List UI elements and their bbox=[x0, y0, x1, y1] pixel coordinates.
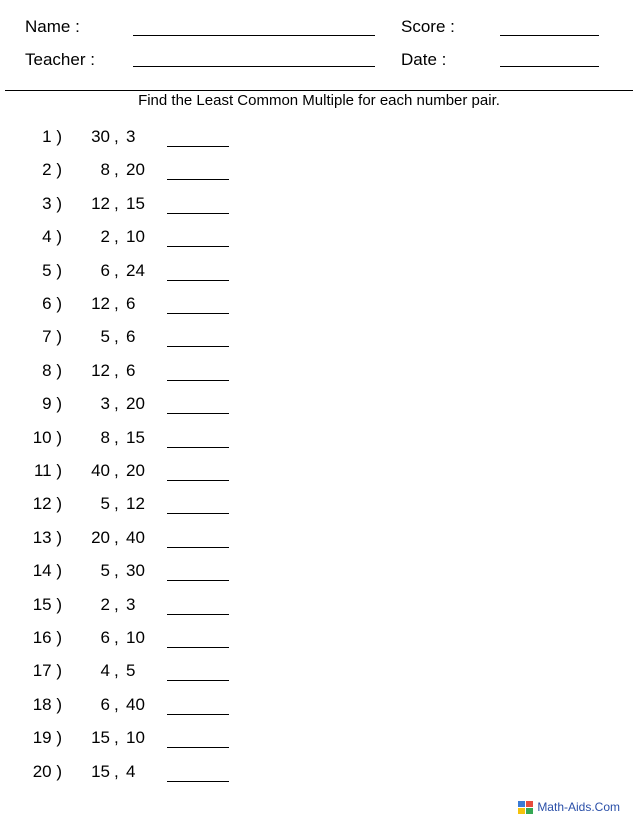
second-number: 20 bbox=[126, 160, 145, 180]
teacher-field[interactable] bbox=[133, 66, 375, 67]
answer-blank[interactable] bbox=[167, 714, 229, 715]
problem-number: 19 ) bbox=[32, 728, 62, 748]
answer-blank[interactable] bbox=[167, 614, 229, 615]
problem-row bbox=[0, 595, 638, 617]
first-number: 12 bbox=[91, 294, 110, 313]
problem-number: 16 ) bbox=[32, 628, 62, 647]
second-number: 24 bbox=[126, 260, 145, 280]
answer-blank[interactable] bbox=[167, 213, 229, 214]
problem-number: 17 ) bbox=[32, 661, 62, 681]
problem-number: 7 ) bbox=[42, 327, 62, 347]
comma-separator: , bbox=[114, 494, 119, 514]
name-label: Name : bbox=[25, 17, 80, 36]
first-number: 12 bbox=[91, 360, 110, 380]
second-number: 6 bbox=[126, 327, 136, 347]
comma-separator: , bbox=[114, 427, 119, 447]
second-number: 10 bbox=[126, 628, 145, 647]
comma-separator: , bbox=[114, 160, 119, 180]
problem-number: 11 ) bbox=[33, 461, 62, 480]
second-number: 5 bbox=[126, 661, 136, 681]
comma-separator: , bbox=[114, 527, 119, 547]
logo-square bbox=[518, 808, 525, 814]
problem-number: 9 ) bbox=[42, 394, 62, 414]
answer-blank[interactable] bbox=[167, 747, 229, 748]
problem-row bbox=[0, 127, 638, 149]
first-number: 6 bbox=[100, 694, 110, 714]
name-field[interactable] bbox=[133, 35, 375, 36]
problem-row bbox=[0, 561, 638, 583]
comma-separator: , bbox=[114, 127, 119, 146]
problem-number: 6 ) bbox=[42, 294, 62, 313]
second-number: 6 bbox=[126, 294, 136, 313]
first-number: 30 bbox=[91, 127, 110, 146]
date-label: Date : bbox=[401, 50, 447, 69]
first-number: 5 bbox=[100, 561, 110, 581]
answer-blank[interactable] bbox=[167, 246, 229, 247]
answer-blank[interactable] bbox=[167, 447, 229, 448]
second-number: 20 bbox=[126, 394, 145, 414]
score-label: Score : bbox=[401, 17, 455, 36]
second-number: 6 bbox=[126, 360, 136, 380]
problem-number: 8 ) bbox=[42, 360, 62, 380]
problem-row bbox=[0, 528, 638, 550]
first-number: 6 bbox=[100, 628, 110, 647]
first-number: 2 bbox=[100, 227, 110, 247]
comma-separator: , bbox=[114, 694, 119, 714]
first-number: 5 bbox=[100, 494, 110, 514]
first-number: 40 bbox=[91, 461, 110, 480]
problem-row bbox=[0, 494, 638, 516]
problem-number: 3 ) bbox=[42, 193, 62, 213]
answer-blank[interactable] bbox=[167, 179, 229, 180]
problem-row bbox=[0, 194, 638, 216]
comma-separator: , bbox=[114, 260, 119, 280]
date-field[interactable] bbox=[500, 66, 599, 67]
second-number: 20 bbox=[126, 461, 145, 480]
answer-blank[interactable] bbox=[167, 547, 229, 548]
problem-row bbox=[0, 294, 638, 316]
answer-blank[interactable] bbox=[167, 313, 229, 314]
answer-blank[interactable] bbox=[167, 413, 229, 414]
problem-number: 15 ) bbox=[32, 594, 62, 614]
comma-separator: , bbox=[114, 360, 119, 380]
second-number: 4 bbox=[126, 761, 136, 781]
comma-separator: , bbox=[114, 227, 119, 247]
second-number: 15 bbox=[126, 427, 145, 447]
first-number: 5 bbox=[100, 327, 110, 347]
second-number: 3 bbox=[126, 594, 136, 614]
first-number: 6 bbox=[100, 260, 110, 280]
problem-number: 5 ) bbox=[42, 260, 62, 280]
problem-row bbox=[0, 461, 638, 483]
first-number: 8 bbox=[100, 160, 110, 180]
comma-separator: , bbox=[114, 728, 119, 748]
header-divider bbox=[5, 90, 633, 91]
first-number: 4 bbox=[100, 661, 110, 681]
logo-square bbox=[526, 808, 533, 814]
answer-blank[interactable] bbox=[167, 513, 229, 514]
answer-blank[interactable] bbox=[167, 380, 229, 381]
problem-row bbox=[0, 227, 638, 249]
second-number: 3 bbox=[126, 127, 136, 146]
footer bbox=[518, 800, 620, 814]
problem-row bbox=[0, 428, 638, 450]
instructions: Find the Least Common Multiple for each number pair. bbox=[138, 92, 500, 109]
problem-number: 18 ) bbox=[32, 694, 62, 714]
answer-blank[interactable] bbox=[167, 480, 229, 481]
problem-number: 4 ) bbox=[42, 227, 62, 247]
comma-separator: , bbox=[114, 327, 119, 347]
problem-number: 10 ) bbox=[32, 427, 62, 447]
problem-number: 12 ) bbox=[32, 494, 62, 514]
comma-separator: , bbox=[114, 661, 119, 681]
teacher-label: Teacher : bbox=[25, 50, 95, 69]
comma-separator: , bbox=[114, 628, 119, 647]
logo-square bbox=[518, 801, 525, 807]
problem-row bbox=[0, 728, 638, 750]
answer-blank[interactable] bbox=[167, 781, 229, 782]
first-number: 3 bbox=[100, 394, 110, 414]
first-number: 15 bbox=[91, 728, 110, 748]
first-number: 15 bbox=[91, 761, 110, 781]
problem-row bbox=[0, 628, 638, 650]
math-aids-logo-icon bbox=[518, 801, 533, 814]
problem-row bbox=[0, 361, 638, 383]
problem-row bbox=[0, 762, 638, 784]
problem-row bbox=[0, 695, 638, 717]
answer-blank[interactable] bbox=[167, 146, 229, 147]
comma-separator: , bbox=[114, 294, 119, 313]
second-number: 40 bbox=[126, 527, 145, 547]
second-number: 15 bbox=[126, 193, 145, 213]
comma-separator: , bbox=[114, 193, 119, 213]
problem-row bbox=[0, 160, 638, 182]
answer-blank[interactable] bbox=[167, 580, 229, 581]
logo-square bbox=[526, 801, 533, 807]
problem-row bbox=[0, 327, 638, 349]
problem-row bbox=[0, 394, 638, 416]
second-number: 12 bbox=[126, 494, 145, 514]
problem-number: 1 ) bbox=[42, 127, 62, 146]
footer-brand: Math-Aids.Com bbox=[537, 800, 620, 814]
second-number: 10 bbox=[126, 728, 145, 748]
second-number: 30 bbox=[126, 561, 145, 581]
comma-separator: , bbox=[114, 394, 119, 414]
problem-row bbox=[0, 661, 638, 683]
problem-number: 2 ) bbox=[42, 160, 62, 180]
first-number: 12 bbox=[91, 193, 110, 213]
answer-blank[interactable] bbox=[167, 647, 229, 648]
answer-blank[interactable] bbox=[167, 680, 229, 681]
problem-number: 13 ) bbox=[32, 527, 62, 547]
comma-separator: , bbox=[114, 561, 119, 581]
comma-separator: , bbox=[114, 594, 119, 614]
answer-blank[interactable] bbox=[167, 280, 229, 281]
first-number: 2 bbox=[100, 594, 110, 614]
comma-separator: , bbox=[114, 761, 119, 781]
problem-number: 20 ) bbox=[32, 761, 62, 781]
problem-number: 14 ) bbox=[32, 561, 62, 581]
score-field[interactable] bbox=[500, 35, 599, 36]
answer-blank[interactable] bbox=[167, 346, 229, 347]
first-number: 20 bbox=[91, 527, 110, 547]
problem-row bbox=[0, 261, 638, 283]
second-number: 40 bbox=[126, 694, 145, 714]
first-number: 8 bbox=[100, 427, 110, 447]
second-number: 10 bbox=[126, 227, 145, 247]
comma-separator: , bbox=[114, 461, 119, 480]
